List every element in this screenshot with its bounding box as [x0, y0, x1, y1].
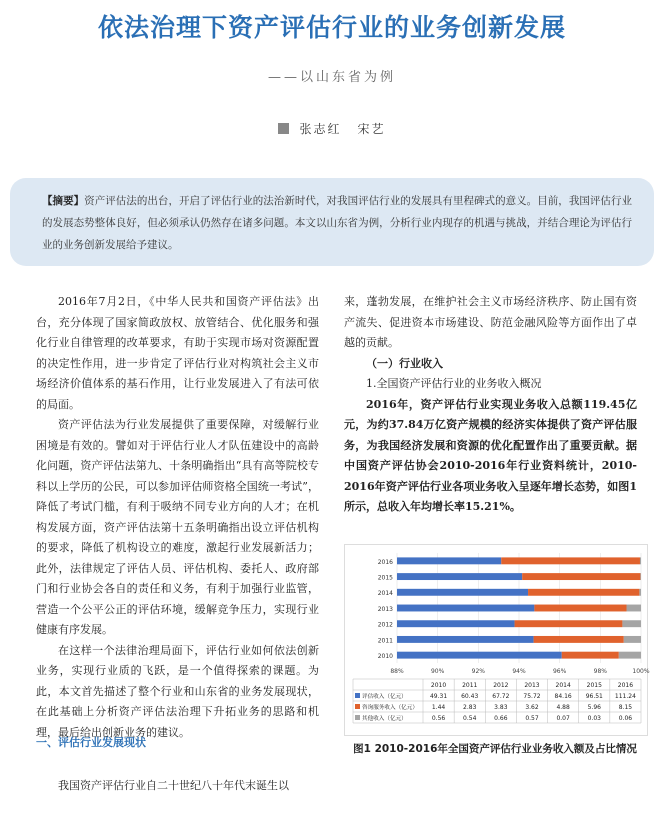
paragraph: 我国资产评估行业自二十世纪八十年代末诞生以: [58, 779, 289, 792]
table-value-cell: 0.06: [618, 715, 633, 722]
right-column: [344, 292, 637, 518]
table-value-cell: 8.15: [618, 704, 633, 711]
table-header-cell: 2015: [586, 682, 602, 689]
table-value-cell: 96.51: [585, 693, 603, 700]
table-value-cell: 67.72: [492, 693, 510, 700]
bar-segment-2016-s0: [397, 557, 501, 564]
author-line: [0, 120, 664, 137]
legend-swatch: [355, 693, 360, 698]
paragraph: 来，蓬勃发展，在维护社会主义市场经济秩序、防止国有资产流失、促进资本市场建设、防范金融风险等方面作出了卓越的贡献。: [344, 295, 637, 349]
bar-segment-2015-s1: [522, 573, 640, 580]
table-header-cell: 2014: [555, 682, 571, 689]
table-value-cell: 0.54: [463, 715, 477, 722]
bar-segment-2011-s2: [624, 636, 641, 643]
bar-segment-2014-s0: [397, 589, 528, 596]
x-tick-label: 88%: [390, 668, 404, 675]
x-tick-label: 90%: [430, 668, 445, 675]
table-value-cell: 1.44: [431, 704, 446, 711]
table-value-cell: 4.88: [556, 704, 570, 711]
paragraph: 在这样一个法律治理局面下，评估行业如何依法创新业务，实现行业质的飞跃，是一个值得探索的课题。为此，本文首先描述了整个行业和山东省的业务发展现状，在此基础上分析资产评估法治理下升拓业务的思路和机理，最后给出创新业务的建议。: [36, 643, 319, 739]
section-heading-1: 一、评估行业发展现状: [36, 736, 146, 749]
left-column: [36, 292, 319, 743]
legend-label: 其他收入（亿元）: [362, 716, 407, 722]
abstract-label: 【摘要】: [42, 195, 85, 207]
table-value-cell: 60.43: [461, 693, 479, 700]
subheading-income: （一）行业收入: [366, 356, 443, 370]
article-subtitle: ——以山东省为例: [267, 70, 396, 85]
table-value-cell: 3.62: [525, 704, 539, 711]
table-value-cell: 3.83: [494, 704, 508, 711]
legend-label: 评估收入（亿元）: [362, 694, 407, 700]
bar-segment-2011-s1: [534, 636, 624, 643]
bar-segment-2010-s0: [397, 652, 562, 659]
y-tick-label: 2013: [377, 605, 393, 613]
table-value-cell: 75.72: [523, 693, 541, 700]
subheading-income-overview: 1.全国资产评估行业的业务收入概况: [366, 377, 542, 390]
table-header-cell: 2012: [493, 682, 509, 689]
table-value-cell: 0.56: [431, 715, 446, 722]
income-chart: [344, 544, 648, 736]
paragraph: 2016年，资产评估行业实现业务收入总额119.45亿元，为约37.84万亿资产规模的经济实体提供了资产评估服务，为我国经济发展和资源的优化配置作出了重要贡献。据中国资产评估协会2010-2016年行业资料统计，2010-2016年资产评估行业各项业务收入呈逐年增长态势，如图1所示，总收入年均增长率15.21%。: [344, 397, 637, 513]
bar-segment-2012-s1: [515, 620, 623, 627]
bar-segment-2010-s2: [619, 652, 641, 659]
abstract-body: 资产评估法的出台，开启了评估行业的法治新时代，对我国评估行业的发展具有里程碑式的意义。目前，我国评估行业的发展态势整体良好，但必须承认仍然存在诸多问题。本文以山东省为例，分析行业内现存的机遇与挑战，并结合理论为评估行业的业务创新发展给予建议。: [42, 195, 633, 251]
bar-segment-2015-s0: [397, 573, 522, 580]
figure-caption: 图1 2010-2016年全国资产评估行业业务收入额及占比情况: [353, 743, 637, 755]
bar-segment-2013-s0: [397, 605, 534, 612]
author-1: 张志红: [299, 122, 342, 136]
table-value-cell: 0.07: [556, 715, 570, 722]
x-tick-label: 100%: [632, 668, 650, 675]
x-tick-label: 96%: [552, 668, 567, 675]
bar-segment-2014-s1: [528, 589, 639, 596]
bar-segment-2012-s0: [397, 620, 515, 627]
paragraph: 资产评估法为行业发展提供了重要保障，对缓解行业困境是有效的。譬如对于评估行业人才队伍建设中的高龄化问题，资产评估法第九、十条明确指出“具有高等院校专科以上学历的公民，可以参加评估师资格全国统一考试”，降低了考试门槛，有利于吸纳不同专业方向的人才；在机构发展方面，资产评估法第十五条明确指出设立评估机构的要求，降低了机构设立的难度，激起行业发展新活力；此外，法律规定了评估人员、评估机构、委托人、政府部门和行业协会各自的责任和义务，有利于加强行业监管，营造一个公平公正的评估环境，缓解竞争压力，实现行业健康有序发展。: [36, 418, 319, 636]
bar-segment-2014-s2: [639, 589, 641, 596]
bar-segment-2016-s1: [501, 557, 640, 564]
table-header-cell: 2016: [617, 682, 634, 689]
y-tick-label: 2012: [377, 621, 393, 629]
table-value-cell: 111.24: [614, 693, 636, 700]
y-tick-label: 2016: [377, 558, 393, 566]
author-2: 宋艺: [357, 122, 386, 136]
table-value-cell: 0.57: [525, 715, 539, 722]
table-value-cell: 0.66: [494, 715, 508, 722]
y-tick-label: 2010: [377, 653, 393, 661]
y-tick-label: 2014: [377, 590, 393, 598]
square-bullet-icon: [278, 123, 289, 134]
abstract-text: [42, 190, 632, 256]
bar-segment-2016-s2: [640, 557, 641, 564]
table-value-cell: 0.03: [587, 715, 601, 722]
legend-swatch: [355, 715, 360, 720]
bar-segment-2010-s1: [562, 652, 619, 659]
table-value-cell: 2.83: [463, 704, 477, 711]
article-title: 依法治理下资产评估行业的业务创新发展: [97, 13, 566, 42]
paragraph: 2016年7月2日，《中华人民共和国资产评估法》出台，充分体现了国家简政放权、放管结合、优化服务和强化行业自律管理的改革要求，有助于实现市场对资源配置的决定性作用，进一步肯定了评估行业对构筑社会主义市场经济价值体系的基石作用，让行业发展进入了有法可依的局面。: [36, 295, 319, 411]
abstract-box: [10, 178, 654, 266]
table-header-cell: 2013: [524, 682, 540, 689]
y-tick-label: 2011: [377, 637, 393, 645]
income-chart-svg: [345, 545, 650, 735]
left-column-tail: [36, 776, 319, 797]
legend-label: 咨询服务收入（亿元）: [362, 705, 418, 711]
table-value-cell: 49.31: [429, 693, 448, 700]
table-value-cell: 5.96: [587, 704, 601, 711]
table-value-cell: 84.16: [554, 693, 572, 700]
bar-segment-2013-s2: [626, 605, 641, 612]
x-tick-label: 94%: [512, 668, 526, 675]
x-tick-label: 98%: [593, 668, 608, 675]
y-tick-label: 2015: [377, 574, 393, 582]
bar-segment-2015-s2: [640, 573, 641, 580]
table-header-cell: 2010: [430, 682, 447, 689]
bar-segment-2011-s0: [397, 636, 534, 643]
bar-segment-2013-s1: [534, 605, 626, 612]
x-tick-label: 92%: [471, 668, 486, 675]
table-header-cell: 2011: [462, 682, 478, 689]
legend-swatch: [355, 704, 360, 709]
bar-segment-2012-s2: [622, 620, 641, 627]
